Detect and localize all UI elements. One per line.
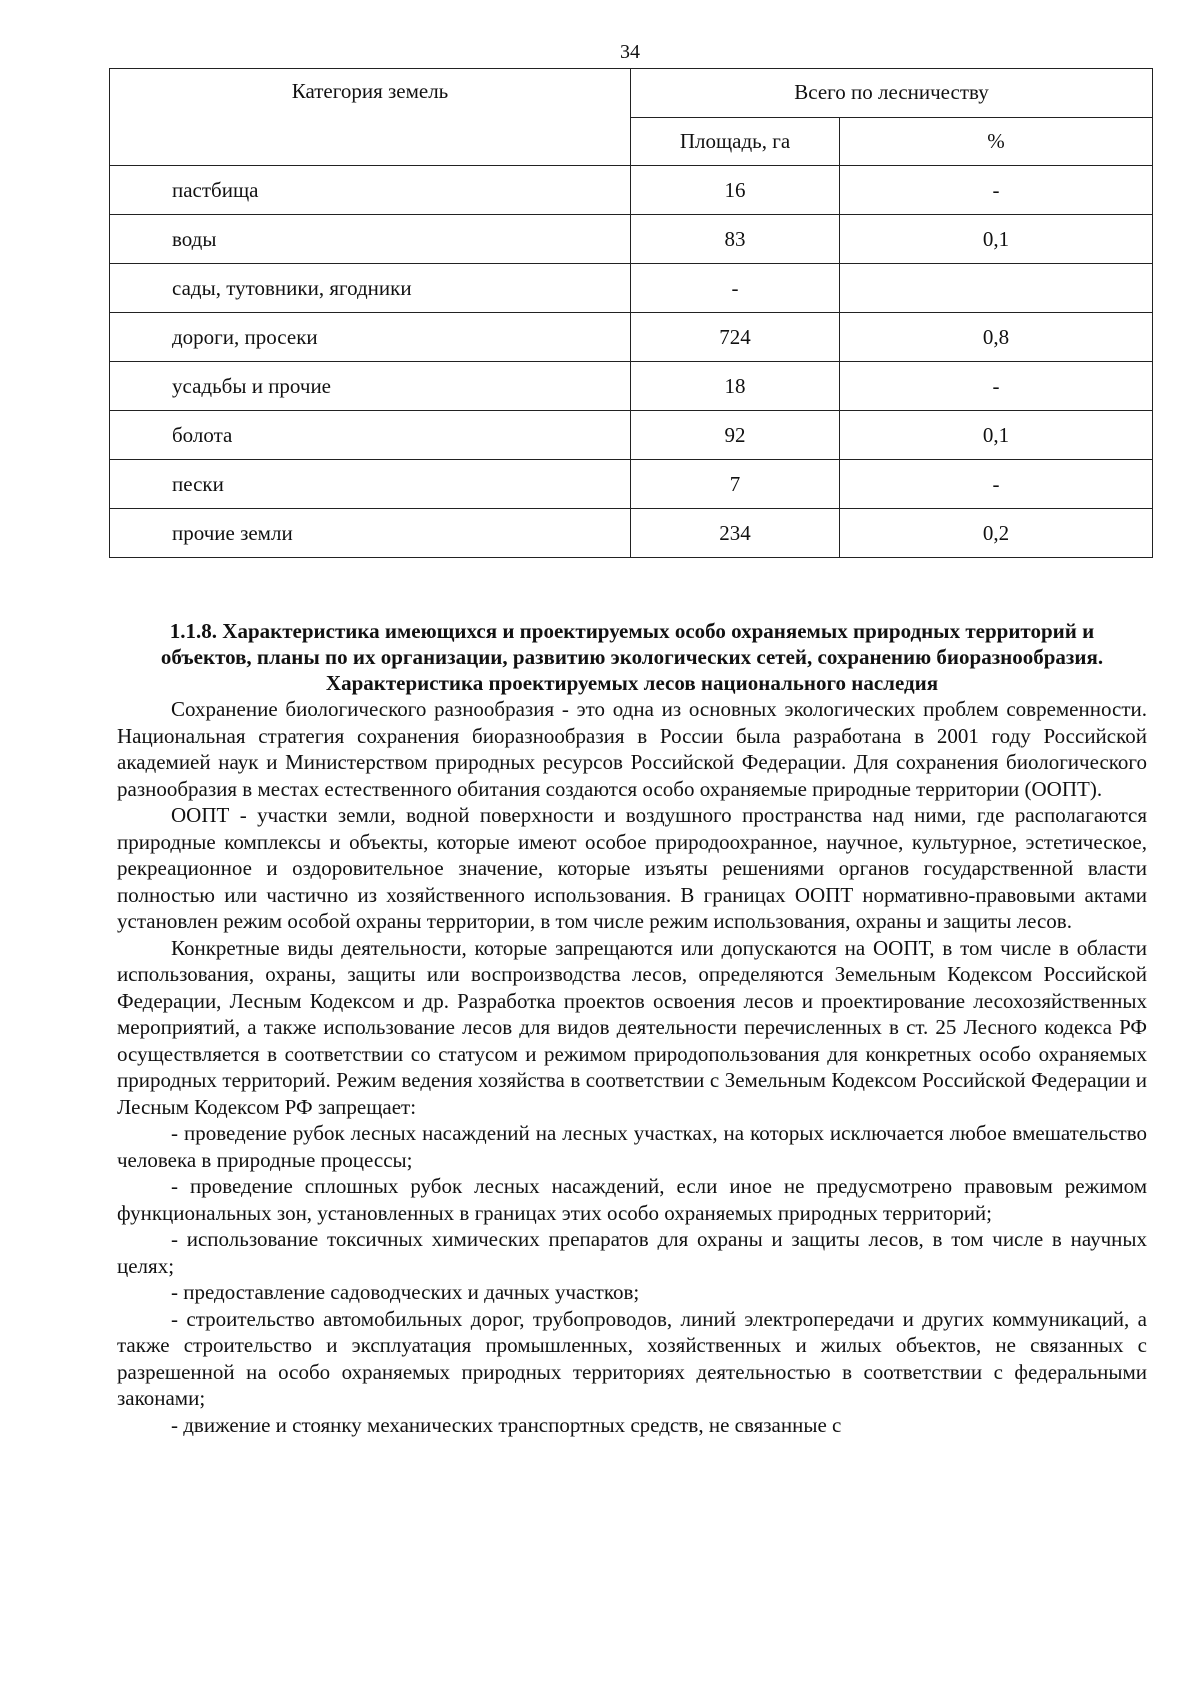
section-title: 1.1.8. Характеристика имеющихся и проектируемых особо охраняемых природных территорий и объектов, планы по их организации, развитию экологических сетей, сохранению биоразнообразия. Характеристика проектируемых лесов национального наследия <box>160 619 1104 695</box>
cell-category: воды <box>110 215 631 264</box>
table-row <box>110 313 1153 362</box>
cell-percent: - <box>840 460 1153 509</box>
table-row <box>110 460 1153 509</box>
cell-area: 7 <box>631 460 840 509</box>
list-item: - использование токсичных химических препаратов для охраны и защиты лесов, в том числе в научных целях; <box>117 1227 1147 1278</box>
list-item: - строительство автомобильных дорог, трубопроводов, линий электропередачи и других коммуникаций, а также строительство и эксплуатация промышленных, хозяйственных и жилых объектов, не связанных с разрешенной на особо охраняемых природных территориях деятельностью в соответствии с федеральными законами; <box>117 1306 1147 1410</box>
cell-area: 92 <box>631 411 840 460</box>
cell-area: 234 <box>631 509 840 558</box>
section-oopt <box>117 618 1147 1438</box>
cell-category: пастбища <box>110 166 631 215</box>
cell-percent: 0,1 <box>840 411 1153 460</box>
header-percent: % <box>840 117 1153 166</box>
cell-percent: 0,1 <box>840 215 1153 264</box>
paragraph: ООПТ - участки земли, водной поверхности и воздушного пространства над ними, где располагаются природные комплексы и объекты, которые имеют особое природоохранное, научное, культурное, эстетическое, рекреационное и оздоровительное значение, которые изъяты решениями органов государственной власти полностью или частично из хозяйственного использования. В границах ООПТ нормативно-правовыми актами установлен режим особой охраны территории, в том числе режим использования, охраны и защиты лесов. <box>117 803 1147 933</box>
cell-area: 16 <box>631 166 840 215</box>
table-row <box>110 264 1153 313</box>
cell-percent <box>840 264 1153 313</box>
cell-area: 83 <box>631 215 840 264</box>
list-item: - движение и стоянку механических транспортных средств, не связанные с <box>171 1412 842 1437</box>
header-area: Площадь, га <box>631 117 840 166</box>
cell-category: дороги, просеки <box>110 313 631 362</box>
table-row <box>110 166 1153 215</box>
paragraph: Сохранение биологического разнообразия - это одна из основных экологических проблем современности. Национальная стратегия сохранения биоразнообразия в России была разработана в 2001 году Российской академией наук и Министерством природных ресурсов Российской Федерации. Для сохранения биологического разнообразия в местах естественного обитания создаются особо охраняемые природные территории (ООПТ). <box>117 697 1147 801</box>
header-total: Всего по лесничеству <box>631 69 1153 118</box>
land-category-table <box>109 68 1153 558</box>
cell-category: сады, тутовники, ягодники <box>110 264 631 313</box>
cell-area: 724 <box>631 313 840 362</box>
cell-area: 18 <box>631 362 840 411</box>
table-row <box>110 362 1153 411</box>
cell-category: усадьбы и прочие <box>110 362 631 411</box>
list-item: - предоставление садоводческих и дачных участков; <box>171 1280 640 1304</box>
table-header-row <box>110 69 1153 118</box>
table-row <box>110 215 1153 264</box>
cell-percent: - <box>840 362 1153 411</box>
header-category: Категория земель <box>110 69 631 166</box>
paragraph: Конкретные виды деятельности, которые запрещаются или допускаются на ООПТ, в том числе в области использования, охраны, защиты или воспроизводства лесов, определяются Земельным Кодексом Российской Федерации, Лесным Кодексом и др. Разработка проектов освоения лесов и проектирование лесохозяйственных мероприятий, а также использование лесов для видов деятельности перечисленных в ст. 25 Лесного кодекса РФ осуществляется в соответствии со статусом и режимом природопользования для конкретных особо охраняемых природных территорий. Режим ведения хозяйства в соответствии с Земельным Кодексом Российской Федерации и Лесным Кодексом РФ запрещает: <box>117 935 1147 1119</box>
page-number: 34 <box>620 41 640 63</box>
cell-percent: 0,8 <box>840 313 1153 362</box>
list-item: - проведение рубок лесных насаждений на лесных участках, на которых исключается любое вмешательство человека в природные процессы; <box>117 1121 1147 1172</box>
table-row <box>110 509 1153 558</box>
cell-category: болота <box>110 411 631 460</box>
cell-area: - <box>631 264 840 313</box>
cell-percent: - <box>840 166 1153 215</box>
list-item: - проведение сплошных рубок лесных насаждений, если иное не предусмотрено правовым режимом функциональных зон, установленных в границах этих особо охраняемых природных территорий; <box>117 1174 1147 1225</box>
cell-category: прочие земли <box>110 509 631 558</box>
cell-percent: 0,2 <box>840 509 1153 558</box>
table-row <box>110 411 1153 460</box>
cell-category: пески <box>110 460 631 509</box>
